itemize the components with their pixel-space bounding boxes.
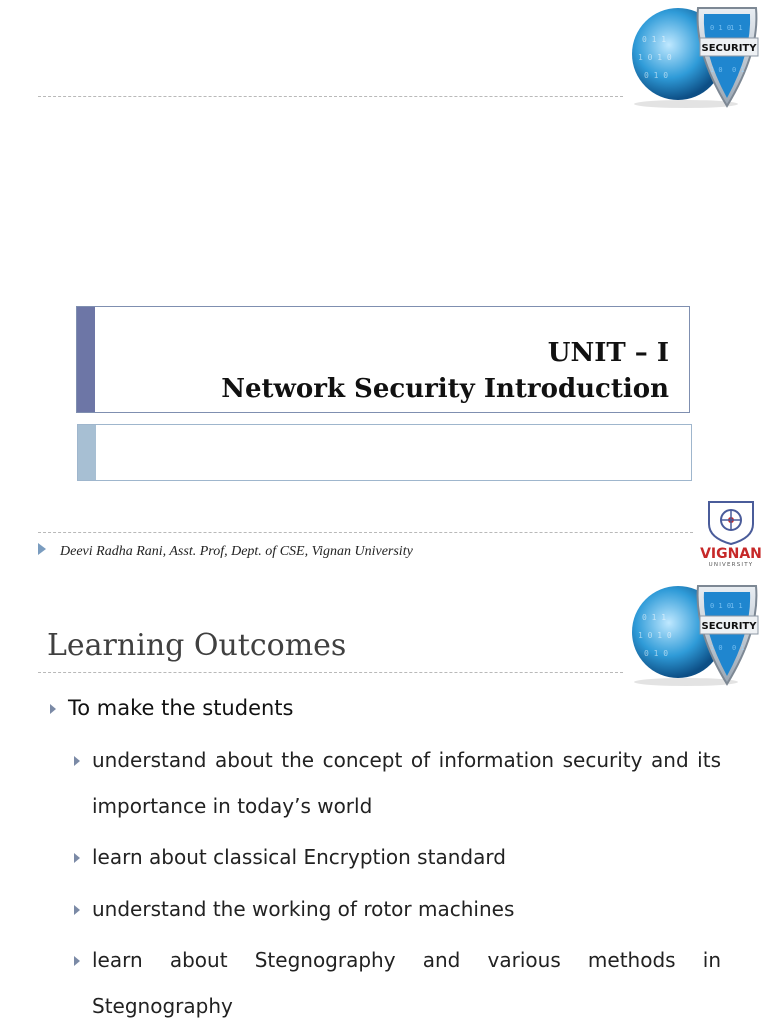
slide-title — [221, 335, 669, 407]
svg-text:1 1: 1 1 — [730, 602, 743, 610]
svg-text:0 1: 0 1 — [732, 644, 745, 652]
footer-author: Deevi Radha Rani, Asst. Prof, Dept. of CSE, Vignan University — [60, 544, 413, 559]
outcome-item: understand the working of rotor machines — [92, 897, 515, 921]
title-box — [76, 306, 690, 413]
svg-text:1 0 1 0: 1 0 1 0 — [638, 631, 672, 640]
learning-outcomes-slide — [0, 578, 768, 1024]
subtitle-accent-bar — [78, 425, 96, 480]
vignan-subname: UNIVERSITY — [708, 562, 754, 568]
sub-bullet-arrow-icon — [74, 853, 80, 863]
heading-divider — [38, 672, 623, 673]
footer-divider — [38, 532, 693, 533]
vignan-university-logo — [697, 500, 765, 570]
svg-text:0 1: 0 1 — [732, 66, 745, 74]
subtitle-box — [77, 424, 692, 481]
outcome-item: understand about the concept of information security and its importance in today’s world — [92, 748, 721, 818]
svg-text:0 1 0: 0 1 0 — [644, 649, 669, 658]
topic-title: Network Security Introduction — [221, 374, 669, 404]
footer-arrow-icon — [38, 543, 46, 555]
header-divider — [38, 96, 623, 97]
security-globe-logo — [628, 2, 763, 110]
svg-text:1 0 1 0: 1 0 1 0 — [638, 53, 672, 62]
outcome-item: learn about classical Encryption standard — [92, 845, 506, 869]
slide-heading: Learning Outcomes — [47, 628, 347, 663]
svg-text:0 1 1: 0 1 1 — [642, 35, 667, 44]
security-logo-label: SECURITY — [701, 621, 757, 632]
svg-text:1 0: 1 0 — [710, 644, 723, 652]
sub-bullet-arrow-icon — [74, 756, 80, 766]
svg-text:0 1 1: 0 1 1 — [642, 613, 667, 622]
svg-text:1 0: 1 0 — [710, 66, 723, 74]
svg-text:1 1: 1 1 — [730, 24, 743, 32]
bullet-arrow-icon — [50, 704, 56, 714]
svg-text:0 1 0: 0 1 0 — [710, 602, 732, 610]
vignan-name: VIGNAN — [700, 546, 762, 562]
security-globe-logo — [628, 580, 763, 688]
sub-bullet-arrow-icon — [74, 905, 80, 915]
vignan-emblem-icon — [697, 500, 765, 546]
unit-label: UNIT – I — [547, 338, 669, 368]
security-logo-label: SECURITY — [701, 43, 757, 54]
title-accent-bar — [77, 307, 95, 412]
svg-text:0 1 0: 0 1 0 — [710, 24, 732, 32]
bullet-main: To make the students — [68, 696, 294, 720]
sub-bullet-arrow-icon — [74, 956, 80, 966]
outcome-item: learn about Stegnography and various methods in Stegnography — [92, 948, 721, 1018]
svg-text:0 1 0: 0 1 0 — [644, 71, 669, 80]
